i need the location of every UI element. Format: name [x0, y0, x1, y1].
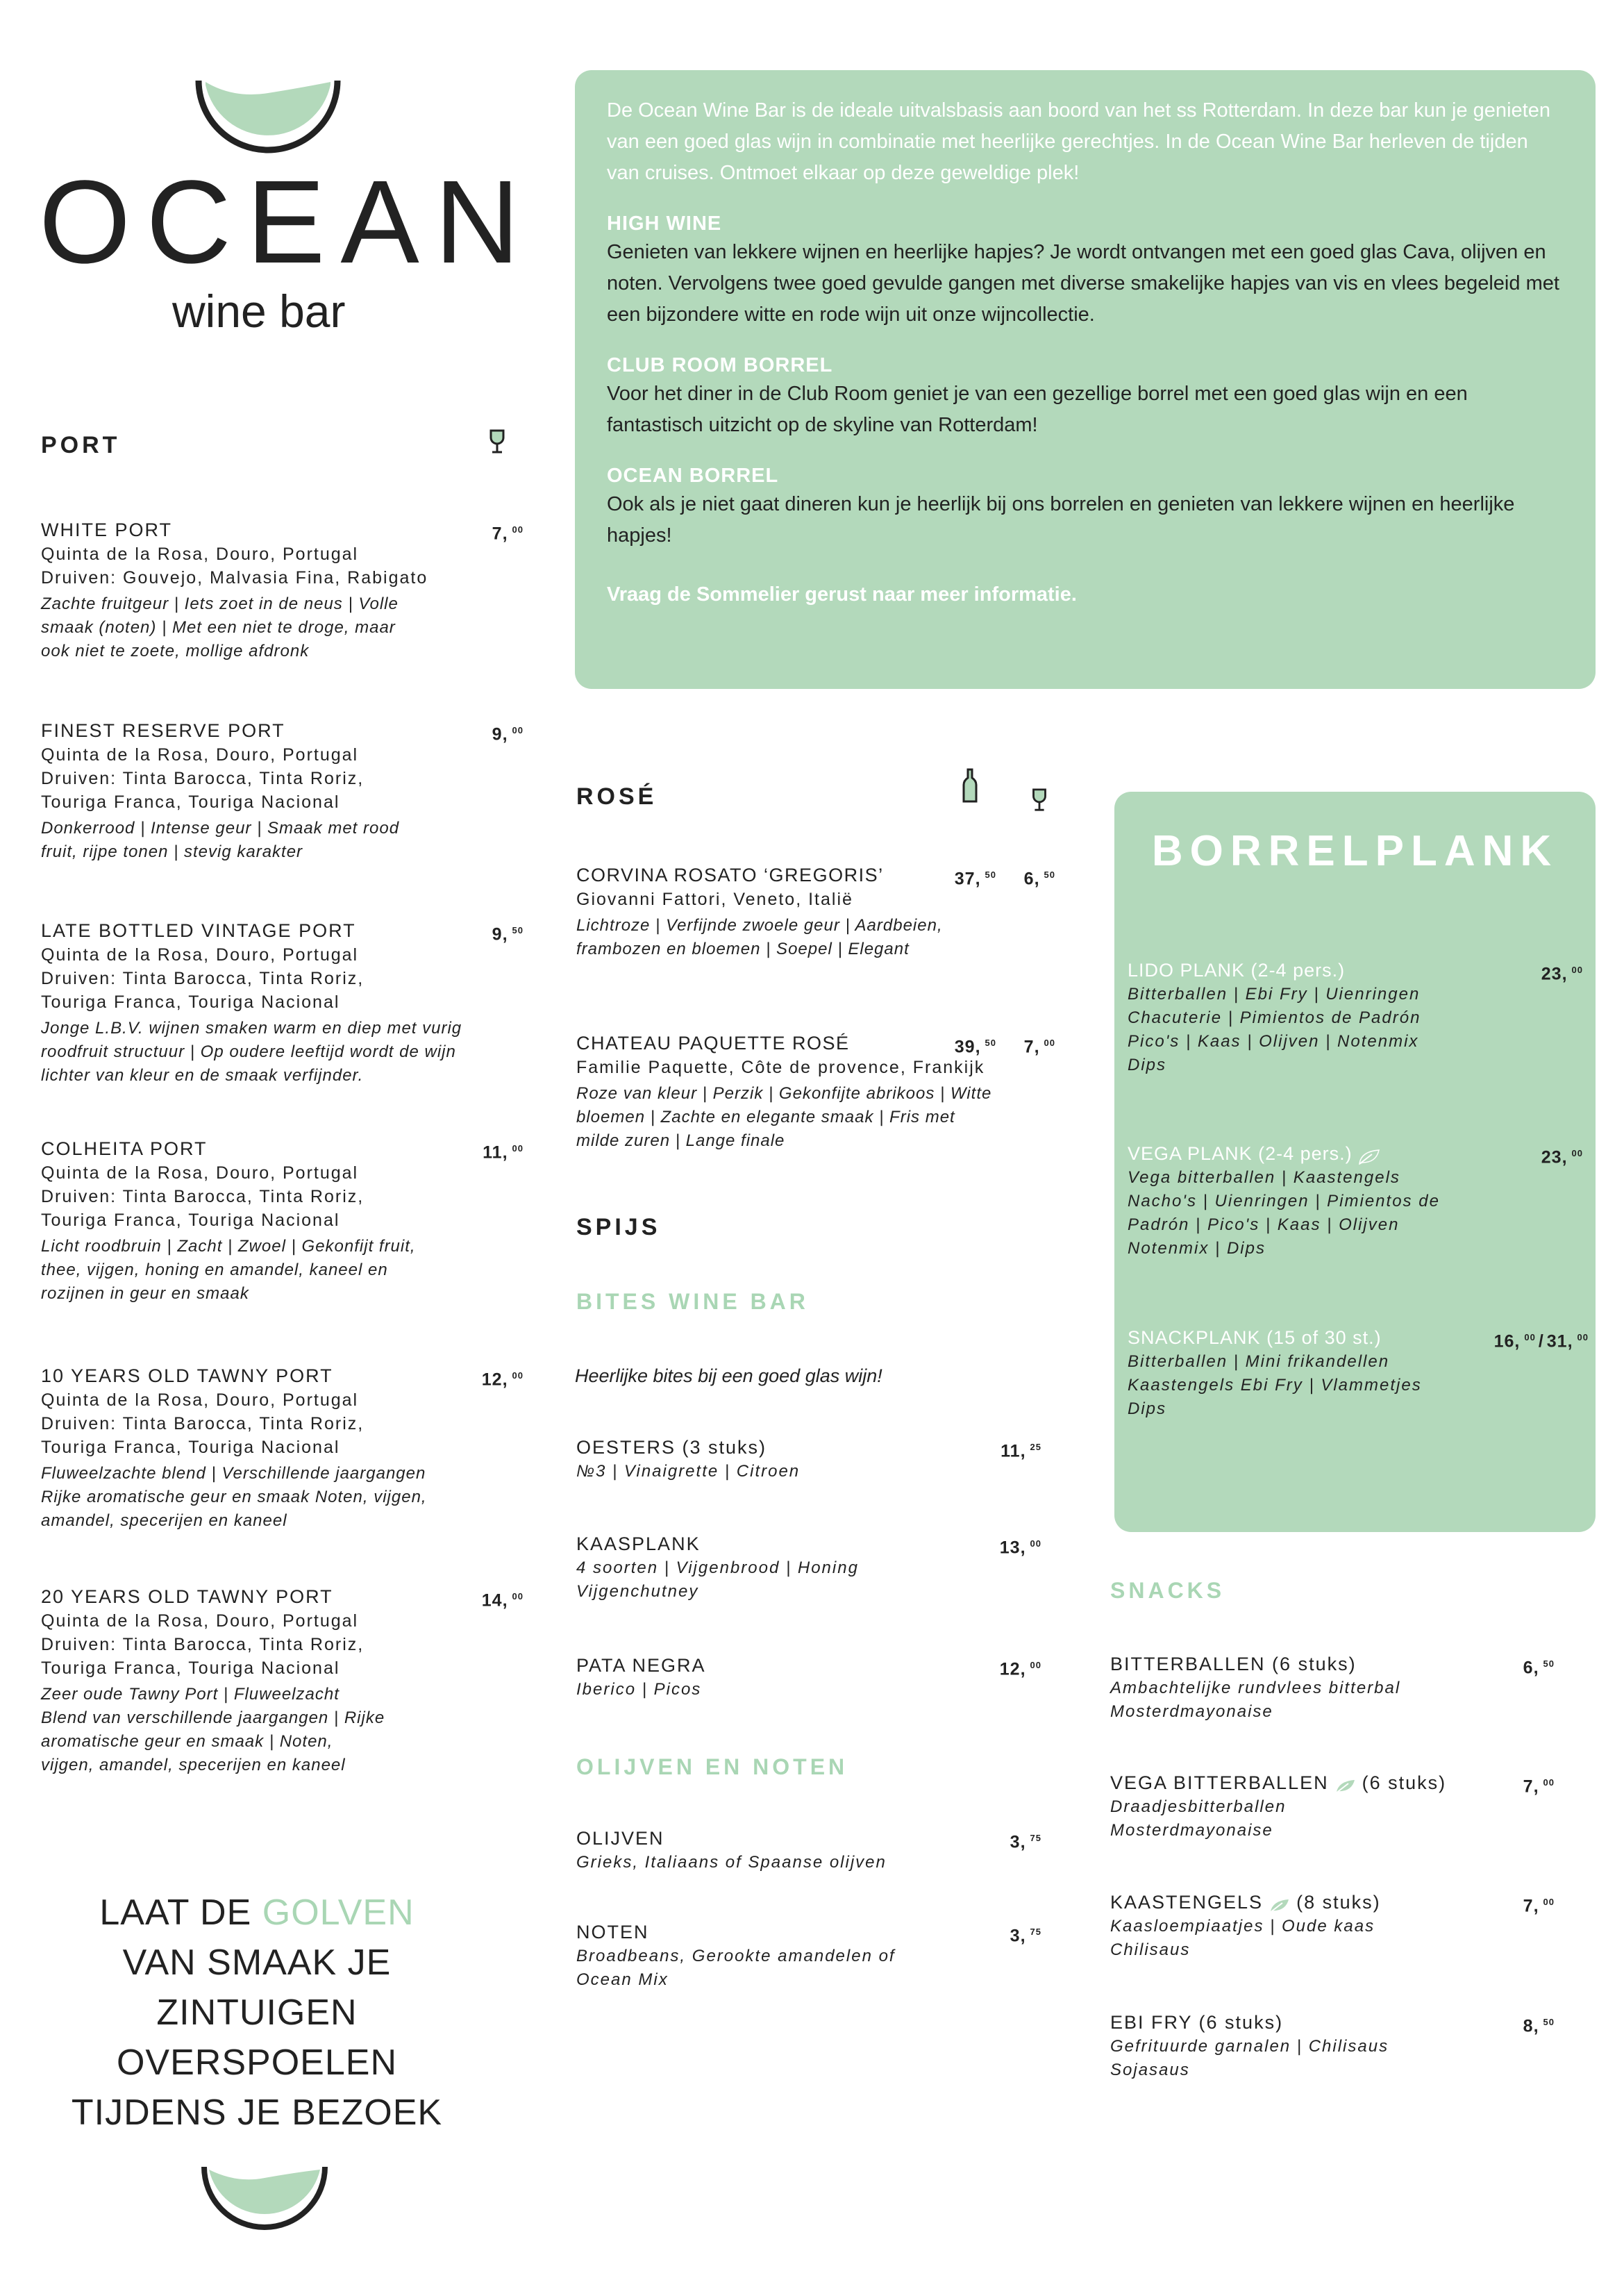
spijs-heading: SPIJS [576, 1214, 661, 1240]
item-name-text: CORVINA ROSATO ‘GREGORIS’ [576, 865, 884, 885]
tagline-text: TIJDENS JE BEZOEK [71, 2093, 443, 2133]
price-cents: 00 [1044, 1038, 1055, 1048]
price-cents: 50 [985, 1038, 996, 1048]
price-main: 7, [1523, 1896, 1539, 1916]
menu-item [576, 1653, 1041, 1702]
item-price [1523, 1652, 1555, 1680]
item-detail: Ocean Mix [576, 1970, 669, 1989]
item-name-text: OESTERS (3 stuks) [576, 1437, 767, 1458]
item-description: ook niet te zoete, mollige afdronk [41, 642, 310, 660]
item-description: lichter van kleur en de smaak verfijnder. [41, 1066, 364, 1085]
tagline-text: LAAT DE [99, 1892, 262, 1933]
ocean-borrel-title: OCEAN BORREL [607, 465, 779, 487]
item-name-text: PATA NEGRA [576, 1655, 706, 1676]
price-cents: 00 [1543, 1777, 1555, 1788]
item-description: Lichtroze | Verfijnde zwoele geur | Aardbeien, [576, 916, 943, 935]
item-detail: Pico's | Kaas | Olijven | Notenmix [1128, 1032, 1419, 1051]
price-main: 7, [1023, 1037, 1040, 1057]
item-name-text: KAASTENGELS [1110, 1892, 1264, 1913]
olives-heading: OLIJVEN EN NOTEN [576, 1754, 848, 1779]
item-detail: №3 | Vinaigrette | Citroen [576, 1462, 801, 1481]
bites-heading: BITES WINE BAR [576, 1289, 809, 1314]
item-detail: Quinta de la Rosa, Douro, Portugal [41, 945, 359, 965]
menu-item [1110, 1770, 1555, 1842]
item-detail: Touriga Franca, Touriga Nacional [41, 1211, 340, 1230]
item-description: fruit, rijpe tonen | stevig karakter [41, 842, 303, 861]
price-cents: 75 [1030, 1833, 1041, 1843]
logo-name: OCEAN [39, 156, 535, 288]
price-cents: 00 [1571, 965, 1583, 975]
item-detail: Vijgenchutney [576, 1582, 699, 1601]
item-detail: Druiven: Tinta Barocca, Tinta Roriz, [41, 969, 365, 988]
item-detail: Padrón | Pico's | Kaas | Olijven [1128, 1215, 1400, 1234]
item-description: Zeer oude Tawny Port | Fluweelzacht [41, 1685, 340, 1704]
menu-item [1128, 1141, 1583, 1261]
item-name [41, 718, 524, 743]
menu-item [1128, 1325, 1589, 1421]
item-name [576, 1653, 1041, 1678]
price-cents: 00 [1030, 1660, 1041, 1670]
item-description: Donkerrood | Intense geur | Smaak met rood [41, 819, 400, 838]
menu-item [576, 1435, 1041, 1483]
glass-price [1024, 863, 1055, 891]
item-name-text: LIDO PLANK (2-4 pers.) [1128, 960, 1346, 981]
item-description: roodfruit structuur | Op oudere leeftijd wordt de wijn [41, 1042, 456, 1061]
price-cents: 00 [1030, 1538, 1041, 1549]
item-price [492, 718, 524, 747]
price-cents: 25 [1030, 1442, 1041, 1452]
item-description: Rijke aromatische geur en smaak Noten, vijgen, [41, 1488, 427, 1506]
item-detail: Iberico | Picos [576, 1680, 702, 1699]
price-main: 14, [481, 1590, 508, 1611]
menu-item [576, 1031, 1055, 1153]
item-detail: Giovanni Fattori, Veneto, Italië [576, 890, 853, 909]
item-detail: Druiven: Tinta Barocca, Tinta Roriz, [41, 1187, 365, 1206]
price-cents: 50 [1543, 2017, 1555, 2027]
wine-glass-icon [1031, 788, 1048, 812]
menu-item [576, 1531, 1041, 1604]
price-cents: 00 [512, 524, 524, 535]
price-main: 37, [954, 869, 981, 889]
item-description: aromatische geur en smaak | Noten, [41, 1732, 333, 1751]
bottle-price [955, 1031, 996, 1059]
rose-heading: ROSÉ [576, 783, 658, 810]
price-main: 9, [492, 924, 508, 945]
item-description: Blend van verschillende jaargangen | Rijke [41, 1708, 385, 1727]
leaf-icon [1267, 1895, 1291, 1912]
item-detail: Touriga Franca, Touriga Nacional [41, 992, 340, 1012]
wine-bottle-icon [962, 768, 978, 803]
price-cents: 00 [1571, 1148, 1583, 1158]
price-cents: 00 [512, 1370, 524, 1381]
price-main: 13, [999, 1538, 1026, 1558]
price-separator: / [1538, 1331, 1544, 1351]
item-detail: Druiven: Tinta Barocca, Tinta Roriz, [41, 1635, 365, 1654]
item-name [41, 1363, 524, 1388]
item-detail: Notenmix | Dips [1128, 1239, 1266, 1258]
price-cents: 00 [1524, 1332, 1536, 1342]
item-name [1110, 2010, 1555, 2035]
borrelplank-heading: BORRELPLANK [1151, 827, 1559, 875]
item-description: Fluweelzachte blend | Verschillende jaargangen [41, 1464, 426, 1483]
menu-item [1110, 2010, 1555, 2082]
item-detail: Ambachtelijke rundvlees bitterbal [1110, 1679, 1401, 1697]
tagline-highlight: GOLVEN [262, 1892, 415, 1933]
item-name [1110, 1652, 1555, 1677]
item-name [1110, 1890, 1555, 1915]
price-main: 39, [954, 1037, 981, 1057]
item-detail: Quinta de la Rosa, Douro, Portugal [41, 1611, 359, 1631]
item-name [576, 1826, 1041, 1851]
item-detail: Vega bitterballen | Kaastengels [1128, 1168, 1400, 1187]
menu-item [41, 718, 524, 864]
item-name-suffix: (8 stuks) [1296, 1892, 1381, 1913]
item-name-text: 10 YEARS OLD TAWNY PORT [41, 1365, 333, 1386]
menu-item [1128, 958, 1583, 1077]
intro-panel [575, 70, 1596, 689]
item-price [1523, 1770, 1555, 1799]
price-main: 7, [1523, 1777, 1539, 1797]
item-description: frambozen en bloemen | Soepel | Elegant [576, 940, 910, 958]
menu-item [576, 1920, 1041, 1992]
item-detail: Druiven: Tinta Barocca, Tinta Roriz, [41, 769, 365, 788]
item-description: Licht roodbruin | Zacht | Zwoel | Gekonfijt fruit, [41, 1237, 416, 1256]
snacks-heading: SNACKS [1110, 1578, 1225, 1603]
wine-glass-icon [489, 429, 505, 454]
item-name-text: SNACKPLANK (15 of 30 st.) [1128, 1327, 1382, 1348]
price-cents: 75 [1030, 1927, 1041, 1937]
item-detail: Dips [1128, 1399, 1167, 1418]
item-name-text: KAASPLANK [576, 1533, 701, 1554]
item-description: vijgen, amandel, specerijen en kaneel [41, 1756, 346, 1774]
intro-text: De Ocean Wine Bar is de ideale uitvalsbasis aan boord van het ss Rotterdam. In deze bar kun je genieten van een goed glas wijn in combinatie met heerlijke gerechtjes. In de Ocean Wine Bar herleven de tijden van cruises. Ontmoet elkaar op deze geweldige plek! [607, 99, 1550, 184]
price-cents: 00 [512, 1591, 524, 1602]
item-detail: Quinta de la Rosa, Douro, Portugal [41, 544, 359, 564]
menu-item [41, 1136, 524, 1306]
item-detail: Druiven: Tinta Barocca, Tinta Roriz, [41, 1414, 365, 1433]
item-detail: Chilisaus [1110, 1940, 1191, 1959]
item-description: rozijnen in geur en smaak [41, 1284, 249, 1303]
item-name-text: NOTEN [576, 1922, 649, 1943]
item-detail: Mosterdmayonaise [1110, 1702, 1273, 1721]
logo-wave-icon [192, 78, 344, 158]
club-room-title: CLUB ROOM BORREL [607, 354, 833, 376]
menu-item [41, 1363, 524, 1533]
price-cents: 50 [1543, 1658, 1555, 1669]
menu-item [576, 1826, 1041, 1874]
item-detail: Kaasloempiaatjes | Oude kaas [1110, 1917, 1375, 1936]
price-main: 11, [1001, 1441, 1026, 1461]
price-cents: 50 [1044, 870, 1055, 880]
price-main: 11, [483, 1142, 508, 1163]
price-main: 16, [1493, 1331, 1521, 1351]
menu-item [41, 517, 524, 663]
menu-item [1110, 1652, 1555, 1724]
item-detail: Bitterballen | Ebi Fry | Uienringen [1128, 985, 1421, 1004]
menu-item [1110, 1890, 1555, 1962]
item-detail: Touriga Franca, Touriga Nacional [41, 1438, 340, 1457]
item-price [482, 1584, 524, 1613]
price-main: 8, [1523, 2016, 1539, 2036]
item-price [1541, 1141, 1583, 1170]
item-name [576, 1531, 1041, 1556]
port-heading: PORT [41, 432, 121, 458]
price-main: 3, [1010, 1832, 1026, 1852]
tagline-text: VAN SMAAK JE [122, 1943, 392, 1983]
item-name-text: FINEST RESERVE PORT [41, 720, 285, 741]
item-price [1541, 958, 1583, 986]
item-detail: Draadjesbitterballen [1110, 1797, 1287, 1816]
item-price [1010, 1920, 1041, 1948]
item-price [1000, 1653, 1041, 1681]
price-cents: 00 [512, 1143, 524, 1154]
tagline [42, 1888, 472, 2138]
price-cents: 50 [512, 925, 524, 935]
item-detail: 4 soorten | Vijgenbrood | Honing [576, 1558, 859, 1577]
menu-item [576, 863, 1055, 961]
item-detail: Quinta de la Rosa, Douro, Portugal [41, 745, 359, 765]
sommelier-note: Vraag de Sommelier gerust naar meer informatie. [607, 583, 1077, 606]
price-main: 23, [1541, 1147, 1568, 1167]
item-detail: Chacuterie | Pimientos de Padrón [1128, 1008, 1421, 1027]
item-detail: Sojasaus [1110, 2061, 1190, 2079]
item-name [41, 918, 524, 943]
item-name-text: WHITE PORT [41, 519, 173, 540]
logo-wave-icon [199, 2164, 330, 2233]
item-price [1523, 1890, 1555, 1918]
item-detail: Touriga Franca, Touriga Nacional [41, 792, 340, 812]
price-main: 12, [481, 1370, 508, 1390]
item-detail: Mosterdmayonaise [1110, 1821, 1273, 1840]
item-name [41, 1584, 524, 1609]
glass-price [1024, 1031, 1055, 1059]
item-description: thee, vijgen, honing en amandel, kaneel en [41, 1261, 388, 1279]
item-description: Jonge L.B.V. wijnen smaken warm en diep met vurig [41, 1019, 462, 1038]
item-description: amandel, specerijen en kaneel [41, 1511, 287, 1530]
leaf-icon [1333, 1776, 1357, 1792]
item-price [483, 1136, 524, 1165]
price-main: 3, [1010, 1926, 1026, 1946]
item-name [576, 1920, 1041, 1945]
item-description: milde zuren | Lange finale [576, 1131, 785, 1150]
item-price [492, 918, 524, 947]
high-wine-text: Genieten van lekkere wijnen en heerlijke hapjes? Je wordt ontvangen met een goed glas Cava, olijven en noten. Vervolgens twee goed gevulde gangen met diverse smakelijke hapjes van vis en vlees begeleid met een bijzondere witte en rode wijn uit onze wijncollectie. [607, 241, 1559, 326]
item-detail: Gefrituurde garnalen | Chilisaus [1110, 2037, 1389, 2056]
logo-tagline: wine bar [172, 285, 346, 337]
item-name-text: OLIJVEN [576, 1828, 664, 1849]
item-detail: Grieks, Italiaans of Spaanse olijven [576, 1853, 887, 1872]
item-detail: Dips [1128, 1056, 1167, 1074]
item-name-text: COLHEITA PORT [41, 1138, 208, 1159]
item-name-suffix: (6 stuks) [1362, 1772, 1447, 1793]
price-cents: 00 [1577, 1332, 1589, 1342]
item-price [482, 1363, 524, 1392]
price-cents: 00 [512, 725, 524, 735]
item-price [1523, 2010, 1555, 2038]
item-name-text: EBI FRY (6 stuks) [1110, 2012, 1284, 2033]
price-main: 12, [999, 1659, 1026, 1679]
item-name-text: BITTERBALLEN (6 stuks) [1110, 1654, 1357, 1674]
item-name [1128, 958, 1583, 983]
item-detail: Touriga Franca, Touriga Nacional [41, 1658, 340, 1678]
item-description: smaak (noten) | Met een niet te droge, maar [41, 618, 396, 637]
item-price [1494, 1325, 1589, 1354]
item-name-text: 20 YEARS OLD TAWNY PORT [41, 1586, 333, 1607]
price-main: 6, [1023, 869, 1040, 889]
item-name [1128, 1141, 1583, 1166]
price-cents: 00 [1543, 1897, 1555, 1907]
menu-item [41, 1584, 524, 1777]
leaf-icon [1357, 1147, 1380, 1163]
price-main: 9, [492, 724, 508, 744]
item-name [41, 517, 524, 542]
item-price [492, 517, 524, 546]
price-main: 6, [1523, 1658, 1539, 1678]
bites-intro: Heerlijke bites bij een goed glas wijn! [575, 1365, 882, 1386]
item-detail: Kaastengels Ebi Fry | Vlammetjes [1128, 1376, 1422, 1395]
item-description: Zachte fruitgeur | Iets zoet in de neus | Volle [41, 594, 399, 613]
price-cents: 50 [985, 870, 996, 880]
item-detail: Quinta de la Rosa, Douro, Portugal [41, 1390, 359, 1410]
ocean-borrel-text: Ook als je niet gaat dineren kun je heerlijk bij ons borrelen en genieten van lekkere wijnen en heerlijke hapjes! [607, 493, 1515, 547]
item-detail: Bitterballen | Mini frikandellen [1128, 1352, 1390, 1371]
item-price [1010, 1826, 1041, 1854]
item-price [1000, 1531, 1041, 1560]
tagline-text: OVERSPOELEN [116, 2043, 398, 2083]
item-detail: Quinta de la Rosa, Douro, Portugal [41, 1163, 359, 1183]
price-main: 23, [1541, 964, 1568, 984]
item-detail: Familie Paquette, Côte de provence, Frankijk [576, 1058, 985, 1077]
tagline-text: ZINTUIGEN [156, 1993, 358, 2033]
club-room-text: Voor het diner in de Club Room geniet je van een gezellige borrel met een goed glas wijn en een fantastisch uitzicht op de skyline van Rotterdam! [607, 383, 1468, 436]
bottle-price [955, 863, 996, 891]
item-detail: Broadbeans, Gerookte amandelen of [576, 1947, 896, 1965]
item-name-text: VEGA PLANK (2-4 pers.) [1128, 1143, 1353, 1164]
item-name-text: VEGA BITTERBALLEN [1110, 1772, 1329, 1793]
item-description: bloemen | Zachte en elegante smaak | Fris met [576, 1108, 955, 1126]
high-wine-title: HIGH WINE [607, 213, 722, 235]
price-main: 31, [1546, 1331, 1573, 1351]
menu-item [41, 918, 524, 1088]
item-name [576, 1435, 1041, 1460]
item-name [1110, 1770, 1555, 1795]
item-name [41, 1136, 524, 1161]
item-name-text: CHATEAU PAQUETTE ROSÉ [576, 1033, 850, 1054]
item-price [1001, 1435, 1041, 1463]
item-name-text: LATE BOTTLED VINTAGE PORT [41, 920, 356, 941]
item-detail: Druiven: Gouvejo, Malvasia Fina, Rabigato [41, 568, 428, 588]
item-description: Roze van kleur | Perzik | Gekonfijte abrikoos | Witte [576, 1084, 992, 1103]
price-main: 7, [492, 524, 508, 544]
item-detail: Nacho's | Uienringen | Pimientos de [1128, 1192, 1440, 1211]
